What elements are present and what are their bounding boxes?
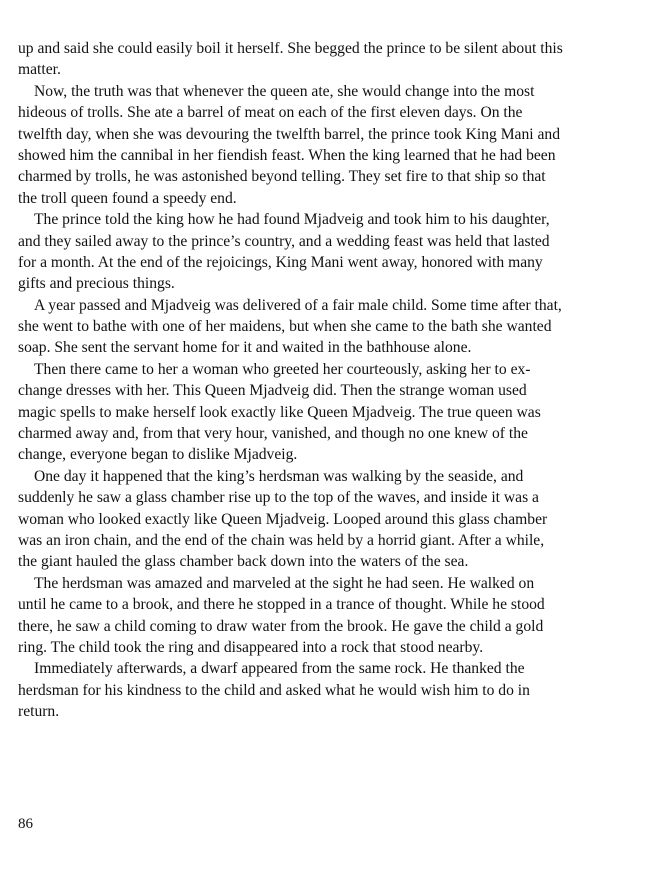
text-line: charmed away and, from that very hour, vanished, and though no one knew of the (18, 425, 528, 443)
text-line: the giant hauled the glass chamber back down into the waters of the sea. (18, 553, 469, 571)
text-line: ring. The child took the ring and disappeared into a rock that stood nearby. (18, 638, 484, 656)
text-line: change dresses with her. This Queen Mjadveig did. Then the strange woman used (18, 382, 527, 400)
page-number: 86 (18, 816, 33, 832)
text-line: return. (18, 703, 60, 721)
text-line: up and said she could easily boil it herself. She begged the prince to be silent about this (18, 40, 563, 57)
paragraph-first-line: The prince told the king how he had found Mjadveig and took him to his daughter, (34, 211, 550, 229)
text-line: for a month. At the end of the rejoicings, King Mani went away, honored with many (18, 253, 543, 271)
text-line: she went to bathe with one of her maidens, but when she came to the bath she wanted (18, 318, 552, 336)
text-line: herdsman for his kindness to the child and asked what he would wish him to do in (18, 681, 530, 699)
paragraph-first-line: Then there came to her a woman who greeted her courteously, asking her to ex- (34, 360, 531, 378)
text-line: there, he saw a child coming to draw water from the brook. He gave the child a gold (18, 617, 544, 635)
text-line: magic spells to make herself look exactly like Queen Mjadveig. The true queen was (18, 403, 541, 421)
paragraph-first-line: Now, the truth was that whenever the queen ate, she would change into the most (34, 82, 535, 100)
text-line: the troll queen found a speedy end. (18, 189, 237, 207)
paragraph-first-line: Immediately afterwards, a dwarf appeared from the same rock. He thanked the (34, 660, 525, 678)
text-line: twelfth day, when she was devouring the twelfth barrel, the prince took King Mani and (18, 125, 561, 143)
paragraph-first-line: The herdsman was amazed and marveled at the sight he had seen. He walked on (34, 574, 535, 592)
paragraph-first-line: One day it happened that the king’s herdsman was walking by the seaside, and (34, 467, 524, 485)
text-line: woman who looked exactly like Queen Mjadveig. Looped around this glass chamber (18, 510, 548, 528)
text-line: until he came to a brook, and there he stopped in a trance of thought. While he stood (18, 596, 545, 614)
text-line: suddenly he saw a glass chamber rise up to the top of the waves, and inside it was a (18, 489, 539, 507)
text-line: hideous of trolls. She ate a barrel of meat on each of the first eleven days. On the (18, 104, 523, 122)
text-line: charmed by trolls, he was astonished beyond telling. They set fire to that ship so that (18, 168, 546, 186)
text-line: change, everyone began to dislike Mjadveig. (18, 446, 298, 464)
paragraph-first-line: A year passed and Mjadveig was delivered of a fair male child. Some time after that, (34, 296, 562, 314)
text-line: showed him the cannibal in her fiendish feast. When the king learned that he had been (18, 146, 556, 164)
body-text (18, 38, 618, 723)
text-line: was an iron chain, and the end of the chain was held by a horrid giant. After a while, (18, 531, 545, 549)
text-line: and they sailed away to the prince’s country, and a wedding feast was held that lasted (18, 232, 550, 250)
text-line: matter. (18, 61, 61, 79)
text-line: soap. She sent the servant home for it and waited in the bathhouse alone. (18, 339, 472, 357)
text-line: gifts and precious things. (18, 275, 175, 293)
